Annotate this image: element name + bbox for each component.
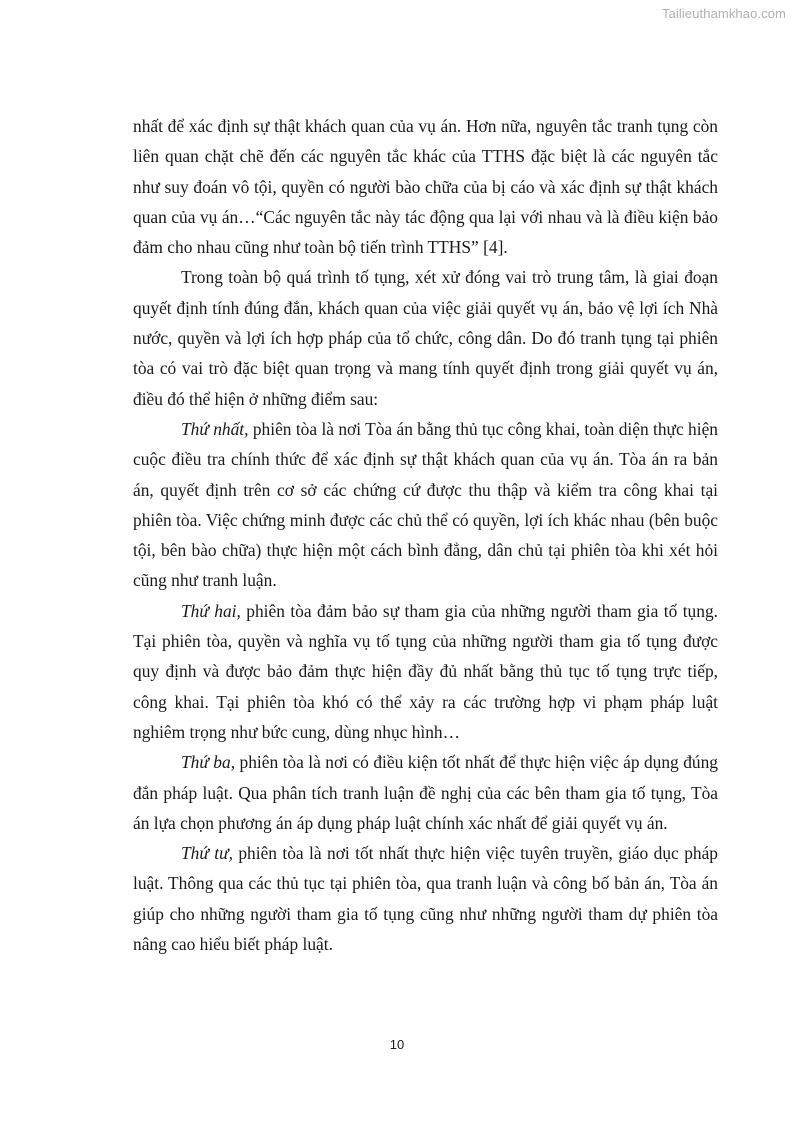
paragraph-point-1 xyxy=(133,414,718,596)
paragraph-lead: Thứ hai, xyxy=(181,600,241,621)
paragraph-text: phiên tòa là nơi Tòa án bằng thủ tục công khai, toàn diện thực hiện cuộc điều tra chính thức để xác định sự thật khách quan của vụ án. Tòa án ra bản án, quyết định trên cơ sở các chứng cứ được thu thập và kiểm tra công khai tại phiên tòa. Việc chứng minh được các chủ thể có quyền, lợi ích khác nhau (bên buộc tội, bên bào chữa) thực hiện một cách bình đẳng, dân chủ tại phiên tòa khi xét hỏi cũng như tranh luận. xyxy=(133,418,718,591)
paragraph-lead: Thứ nhất, xyxy=(181,418,249,439)
paragraph-text: phiên tòa đảm bảo sự tham gia của những người tham gia tố tụng. Tại phiên tòa, quyền và nghĩa vụ tố tụng của những người tham gia tố tụng được quy định và được bảo đảm thực hiện đầy đủ nhất bằng thủ tục tố tụng trực tiếp, công khai. Tại phiên tòa khó có thể xảy ra các trường hợp vi phạm pháp luật nghiêm trọng như bức cung, dùng nhục hình… xyxy=(133,600,718,742)
paragraph-continuation xyxy=(133,111,718,262)
document-body xyxy=(133,111,718,959)
paragraph-text: Trong toàn bộ quá trình tố tụng, xét xử đóng vai trò trung tâm, là giai đoạn quyết định tính đúng đắn, khách quan của việc giải quyết vụ án, bảo vệ lợi ích Nhà nước, quyền và lợi ích hợp pháp của tổ chức, công dân. Do đó tranh tụng tại phiên tòa có vai trò đặc biệt quan trọng và mang tính quyết định trong giải quyết vụ án, điều đó thể hiện ở những điểm sau: xyxy=(133,267,718,409)
paragraph-point-4 xyxy=(133,838,718,959)
paragraph-point-2 xyxy=(133,596,718,747)
paragraph-text: nhất để xác định sự thật khách quan của vụ án. Hơn nữa, nguyên tắc tranh tụng còn liên quan chặt chẽ đến các nguyên tắc khác của TTHS đặc biệt là các nguyên tắc như suy đoán vô tội, quyền có người bào chữa của bị cáo và xác định sự thật khách quan của vụ án…“Các nguyên tắc này tác động qua lại với nhau và là điều kiện bảo đảm cho nhau cũng như toàn bộ tiến trình TTHS” [4]. xyxy=(133,116,718,258)
paragraph-lead: Thứ ba, xyxy=(181,752,236,773)
page-number: 10 xyxy=(389,1037,405,1052)
paragraph-lead: Thứ tư, xyxy=(181,843,233,864)
watermark-text: Tailieuthamkhao.com xyxy=(661,6,786,21)
paragraph-text: phiên tòa là nơi có điều kiện tốt nhất để thực hiện việc áp dụng đúng đắn pháp luật. Qua phân tích tranh luận đề nghị của các bên tham gia tố tụng, Tòa án lựa chọn phương án áp dụng pháp luật chính xác nhất để giải quyết vụ án. xyxy=(133,752,718,833)
paragraph-point-3 xyxy=(133,747,718,838)
paragraph-intro xyxy=(133,262,718,413)
paragraph-text: phiên tòa là nơi tốt nhất thực hiện việc tuyên truyền, giáo dục pháp luật. Thông qua các thủ tục tại phiên tòa, qua tranh luận và công bố bản án, Tòa án giúp cho những người tham gia tố tụng cũng như những người tham dự phiên tòa nâng cao hiểu biết pháp luật. xyxy=(133,843,718,955)
